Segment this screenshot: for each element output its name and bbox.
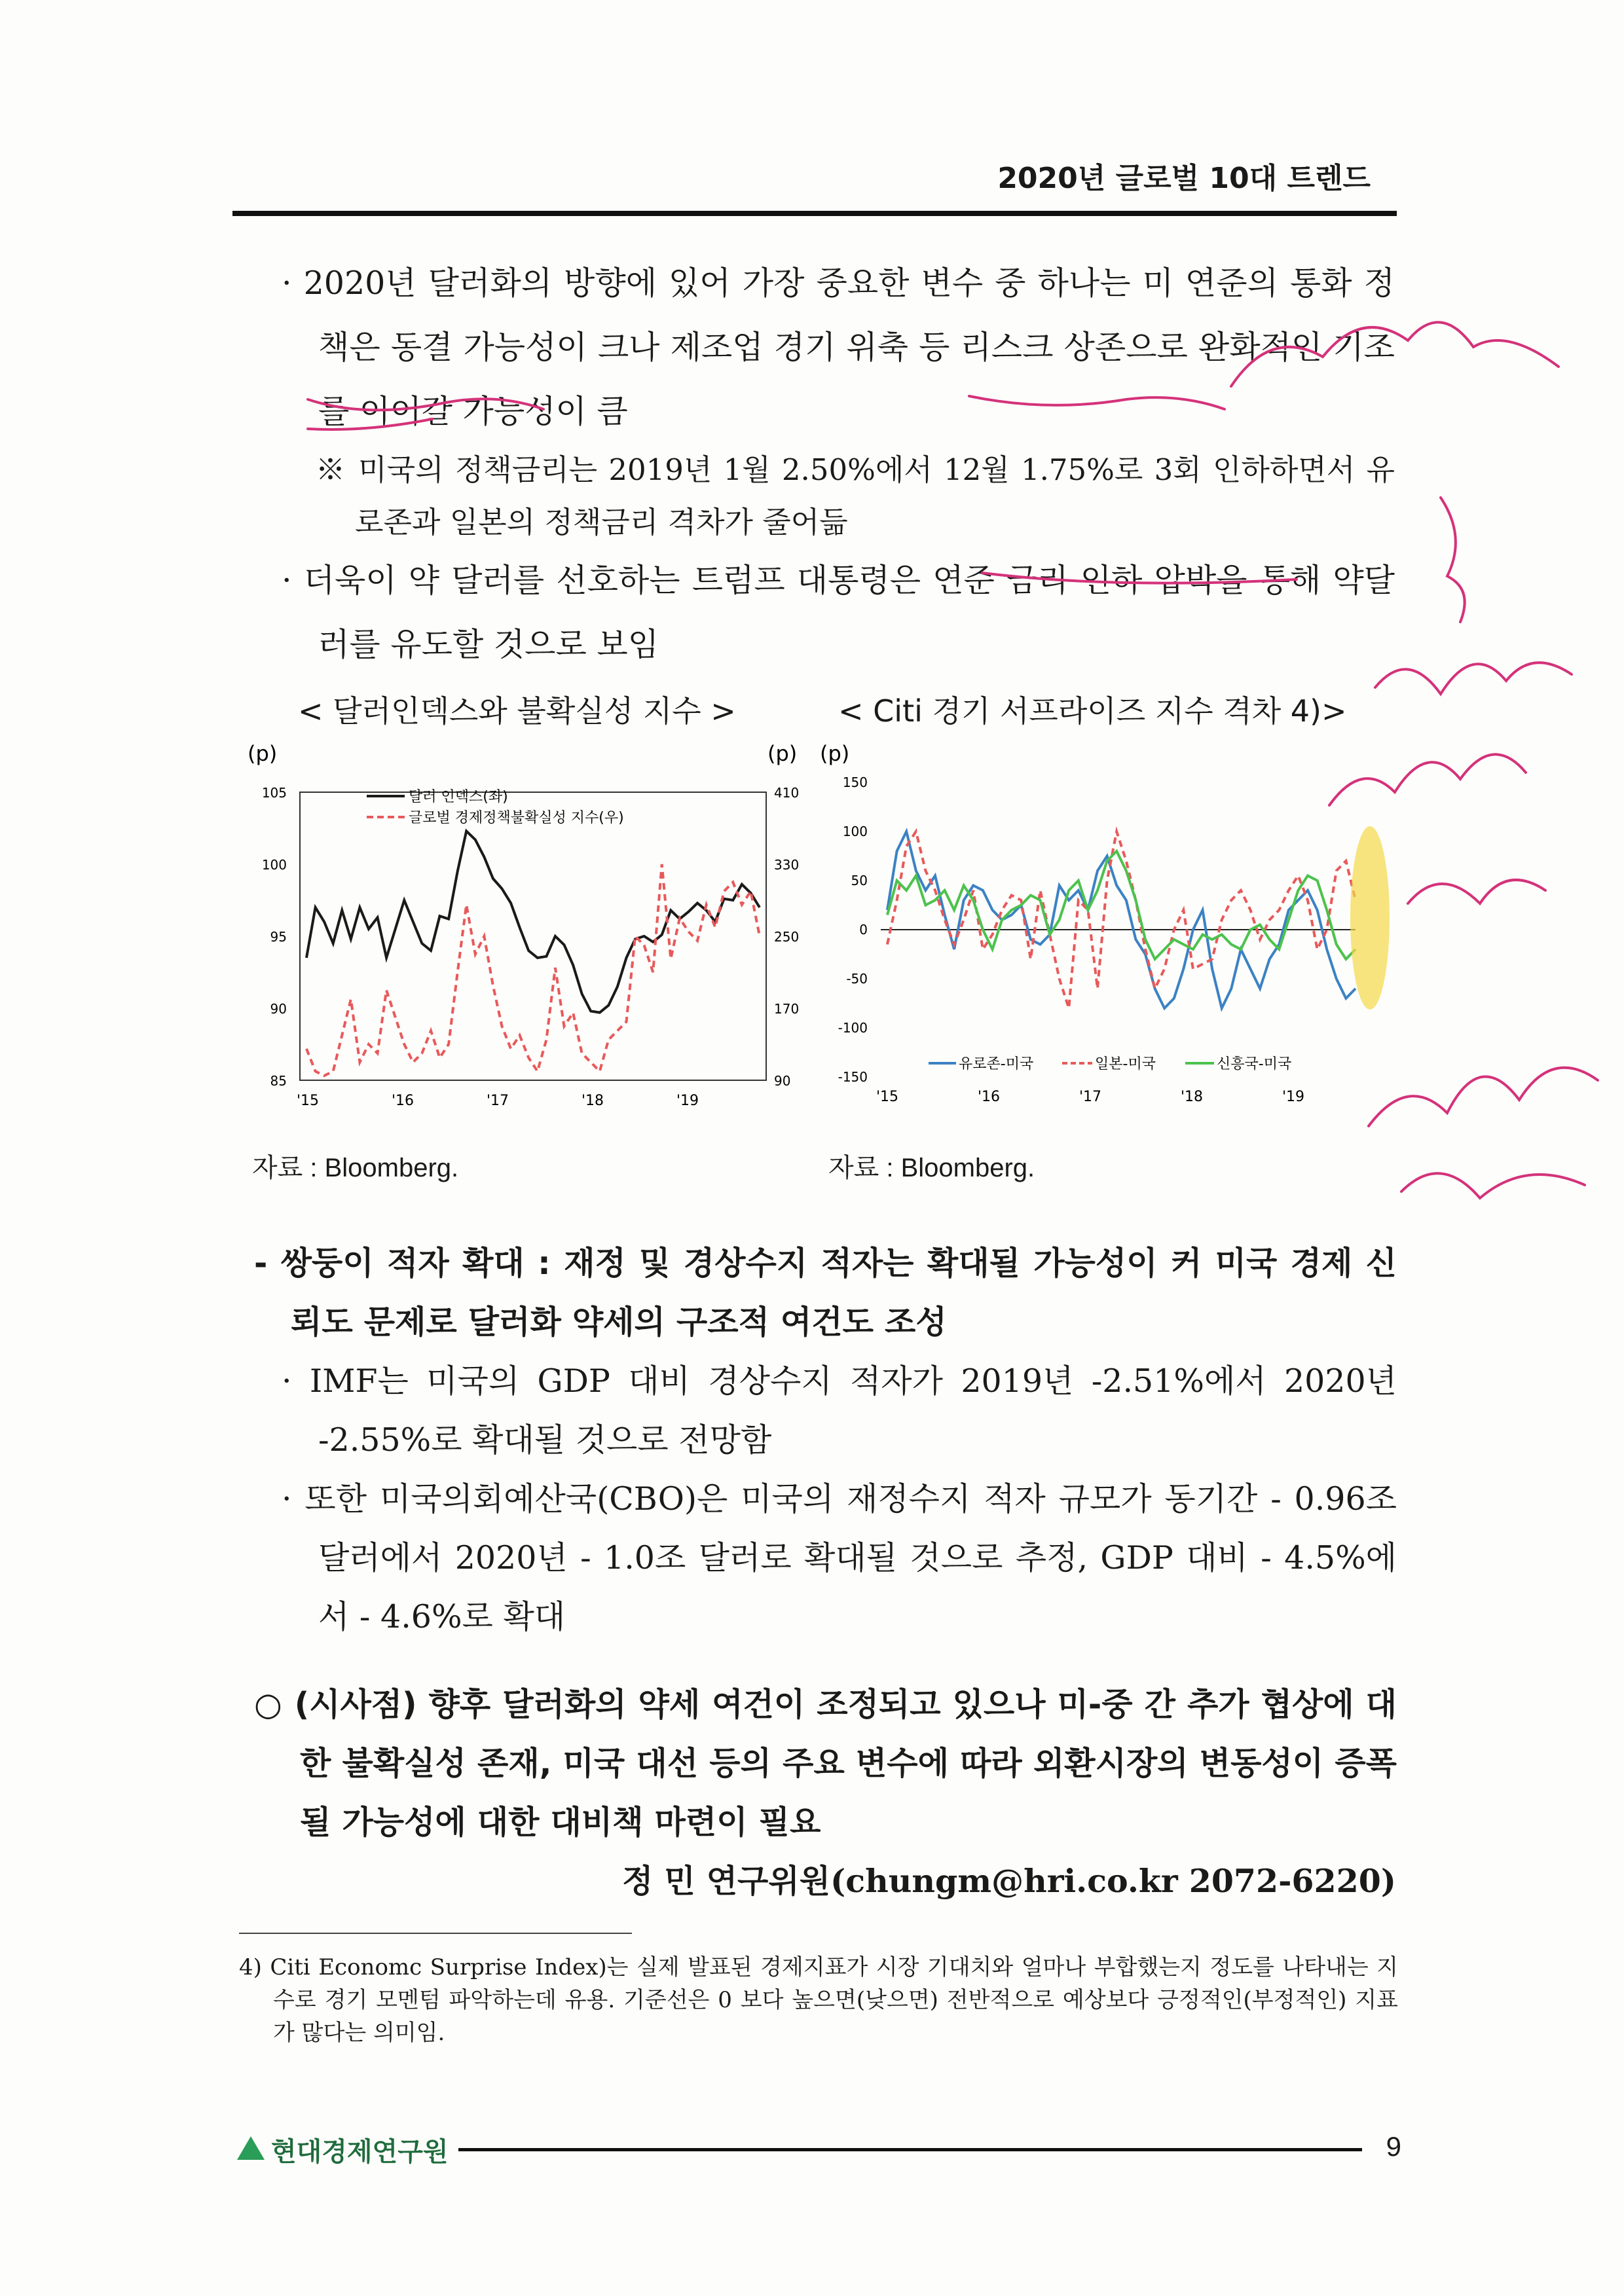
header-title: 2020년 글로벌 10대 트렌드 [997,162,1371,195]
y-tick-minus150: -150 [838,1069,868,1085]
y-tick-minus100: -100 [838,1020,868,1036]
x-tick-18: '18 [1180,1089,1204,1105]
handwriting-3 [1375,663,1572,694]
y-tick-90: 90 [270,1001,287,1017]
underline-2 [969,396,1225,409]
x-tick-19: '19 [676,1093,699,1109]
y2-tick-170: 170 [774,1001,799,1017]
legend-label-dollar: 달러 인덱스(좌) [409,789,508,805]
bullet-imf-current-account: · IMF는 미국의 GDP 대비 경상수지 적자가 2019년 -2.51%에서 2020년 -2.55%로 확대될 것으로 전망함 [282,1362,1397,1459]
handwriting-6 [1369,1068,1598,1126]
author-credit: 정 민 연구위원(chungm@hri.co.kr 2072-6220) [621,1862,1396,1900]
underline-4 [982,573,1297,583]
x-tick-17: '17 [486,1093,509,1109]
y-tick-50: 50 [851,873,868,888]
x-tick-17: '17 [1079,1089,1102,1105]
y2-tick-90: 90 [774,1073,791,1089]
handwriting-4 [1329,754,1526,805]
y2-tick-410: 410 [774,785,799,801]
y-tick-100: 100 [842,824,868,839]
x-tick-16: '16 [977,1089,1001,1105]
twin-deficit-heading: - 쌍둥이 적자 확대 : 재정 및 경상수지 적자는 확대될 가능성이 커 미국 경제 신뢰도 문제로 달러화 약세의 구조적 여건도 조성 [254,1245,1397,1341]
handwriting-7 [1401,1173,1585,1198]
y-tick-85: 85 [270,1073,287,1089]
x-tick-19: '19 [1282,1089,1305,1105]
y-tick-95: 95 [270,929,287,945]
bullet-trump-weak-dollar: · 더욱이 약 달러를 선호하는 트럼프 대통령은 연준 금리 인하 압박을 통해 약달러를 유도할 것으로 보임 [282,562,1395,663]
left-axis-unit: (p) [248,741,278,766]
footer-logo-text: 현대경제연구원 [271,2137,449,2167]
legend-label-uncertainty: 글로벌 경제정책불확실성 지수(우) [409,810,624,826]
x-tick-15: '15 [296,1093,320,1109]
footnote-4: 4) Citi Economc Surprise Index)는 실제 발표된 경제지표가 시장 기대치와 얼마나 부합했는지 정도를 나타내는 지수로 경기 모멘텀 파악하는데 유용. 기준선은 0 보다 높으면(낮으면) 전반적으로 예상보다 긍정적인(부정적인) 지표가 많다는 의미임. [239,1954,1398,2046]
y-tick-100: 100 [261,857,287,873]
x-tick-15: '15 [876,1089,899,1105]
handwriting-5 [1408,880,1545,903]
bullet-fed-policy: · 2020년 달러화의 방향에 있어 가장 중요한 변수 중 하나는 미 연준의 통화 정책은 동결 가능성이 크나 제조업 경기 위축 등 리스크 상존으로 완화적인 기조를 이어갈 가능성이 큼 [282,264,1395,430]
y-tick-150: 150 [842,774,868,790]
legend-label-emerging: 신흥국-미국 [1217,1056,1292,1072]
legend-label-euro: 유로존-미국 [959,1056,1034,1072]
page-number: 9 [1386,2131,1401,2162]
bullet-cbo-fiscal-deficit: · 또한 미국의회예산국(CBO)은 미국의 재정수지 적자 규모가 동기간 - 0.96조 달러에서 2020년 - 1.0조 달러로 확대될 것으로 추정, GDP 대비 - 4.5%에서 - 4.6%로 확대 [282,1480,1397,1635]
note-policy-rate: ※ 미국의 정책금리는 2019년 1월 2.50%에서 12월 1.75%로 3회 인하하면서 유로존과 일본의 정책금리 격차가 줄어듦 [316,452,1395,539]
chart-left-caption: < 달러인덱스와 불확실성 지수 > [298,693,736,729]
y-tick-0: 0 [859,922,868,938]
y-tick-minus50: -50 [846,971,868,987]
chart-left-source: 자료 : Bloomberg. [252,1154,459,1182]
right-axis-unit: (p) [767,741,798,766]
y2-tick-250: 250 [774,929,799,945]
x-tick-16: '16 [391,1093,415,1109]
underline-3 [308,419,432,429]
chart-right-caption: < Citi 경기 서프라이즈 지수 격차 4)> [838,693,1347,729]
handwriting-2 [1441,498,1465,622]
y-tick-105: 105 [261,785,287,801]
implication-paragraph: ○ (시사점) 향후 달러화의 약세 여건이 조정되고 있으나 미-중 간 추가 협상에 대한 불확실성 존재, 미국 대선 등의 주요 변수에 따라 외환시장의 변동성이 증폭될 가능성에 대한 대비책 마련이 필요 [254,1686,1397,1841]
handwriting-1 [1231,322,1559,386]
legend-label-japan: 일본-미국 [1095,1056,1156,1072]
y2-tick-330: 330 [774,857,799,873]
chart-right-source: 자료 : Bloomberg. [828,1154,1035,1182]
axis-unit: (p) [820,741,850,766]
underline-1 [308,399,544,410]
x-tick-18: '18 [581,1093,604,1109]
